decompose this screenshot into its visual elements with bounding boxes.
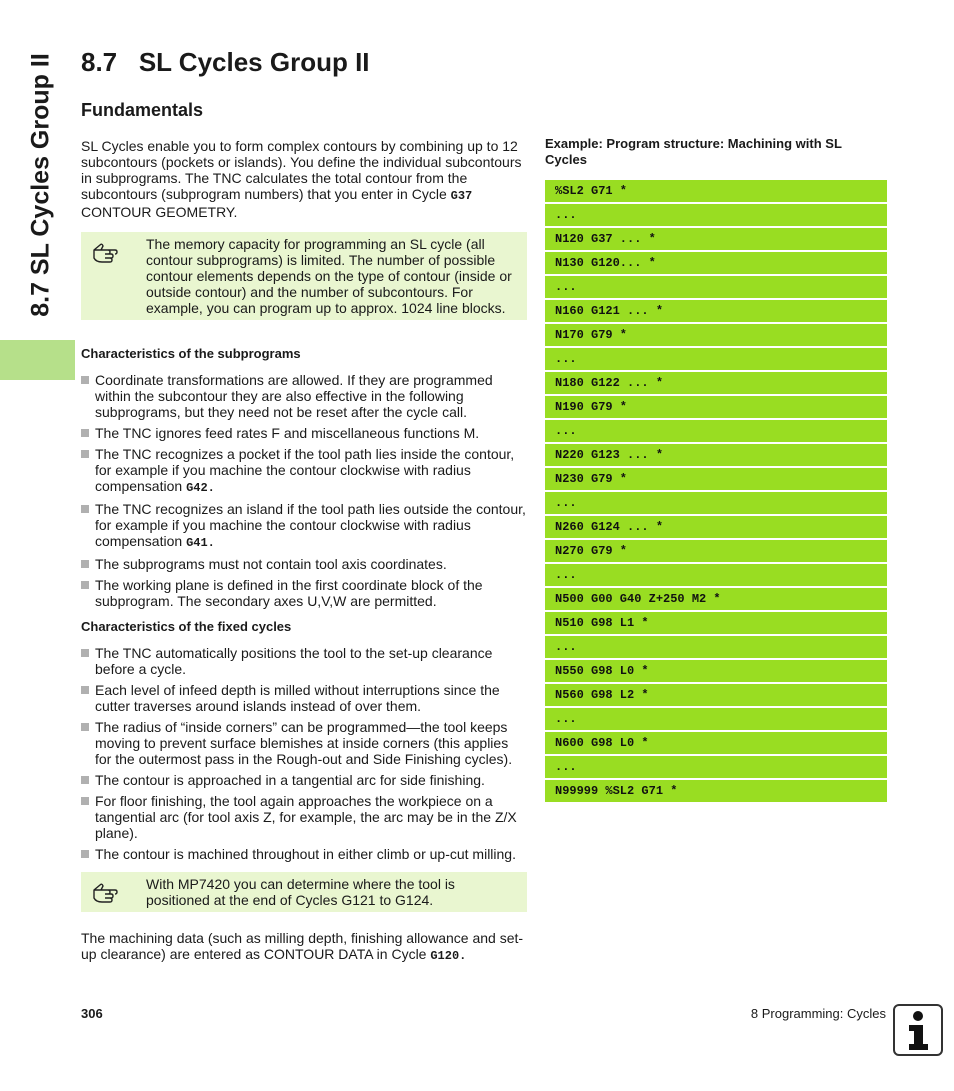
list-item: The TNC recognizes an island if the tool path lies outside the contour, for example if you machine the contour clockwise with radius compensation G41.: [81, 501, 527, 551]
pointing-hand-icon: [91, 236, 146, 316]
code-line: ...: [545, 204, 887, 226]
list-item: The contour is approached in a tangential arc for side finishing.: [81, 772, 527, 788]
intro-paragraph: SL Cycles enable you to form complex contours by combining up to 12 subcontours (pockets or islands). You define the individual subcontours in subprograms. The TNC calculates the total contour from the subcontours (subprogram numbers) that you enter in Cycle G37 CONTOUR GEOMETRY.: [81, 138, 522, 220]
code-line: N230 G79 *: [545, 468, 887, 490]
example-title: Example: Program structure: Machining with SL Cycles: [545, 136, 842, 167]
code-line: N260 G124 ... *: [545, 516, 887, 538]
subprograms-heading: Characteristics of the subprograms: [81, 346, 301, 361]
left-column: [81, 138, 527, 964]
page-title: 8.7 SL Cycles Group II: [81, 47, 370, 77]
section-heading: Fundamentals: [81, 100, 204, 120]
code-line: N220 G123 ... *: [545, 444, 887, 466]
list-item: The contour is machined throughout in either climb or up-cut milling.: [81, 846, 527, 862]
code-line: N170 G79 *: [545, 324, 887, 346]
code-line: ...: [545, 708, 887, 730]
code-line: N600 G98 L0 *: [545, 732, 887, 754]
list-item: The TNC recognizes a pocket if the tool path lies inside the contour, for example if you machine the contour clockwise with radius compensation G42.: [81, 446, 527, 496]
code-line: ...: [545, 420, 887, 442]
code-line: N560 G98 L2 *: [545, 684, 887, 706]
memory-note: [81, 232, 527, 320]
mp7420-note: [81, 872, 527, 912]
list-item: The subprograms must not contain tool axis coordinates.: [81, 556, 527, 572]
side-title-text: 8.7 SL Cycles Group II: [26, 53, 55, 317]
pointing-hand-icon: [91, 876, 146, 908]
list-item: The working plane is defined in the first coordinate block of the subprogram. The secondary axes U,V,W are permitted.: [81, 577, 527, 609]
code-line: N99999 %SL2 G71 *: [545, 780, 887, 802]
code-line: %SL2 G71 *: [545, 180, 887, 202]
code-line: N500 G00 G40 Z+250 M2 *: [545, 588, 887, 610]
list-item: Each level of infeed depth is milled without interruptions since the cutter traverses around islands instead of over them.: [81, 682, 527, 714]
program-listing: [545, 180, 887, 804]
code-line: N130 G120... *: [545, 252, 887, 274]
side-chapter-title: [15, 40, 67, 330]
chapter-footer: 8 Programming: Cycles: [750, 1006, 886, 1021]
chapter-tab: [0, 340, 75, 380]
list-item: Coordinate transformations are allowed. If they are programmed within the subcontour they are also effective in the following subprograms, but they need not be reset after the cycle call.: [81, 372, 527, 420]
code-line: ...: [545, 348, 887, 370]
code-line: N190 G79 *: [545, 396, 887, 418]
fixed-cycles-heading: Characteristics of the fixed cycles: [81, 619, 292, 634]
page-number: 306: [81, 1006, 103, 1021]
code-line: N120 G37 ... *: [545, 228, 887, 250]
outro-paragraph: The machining data (such as milling depth, finishing allowance and set-up clearance) are entered as CONTOUR DATA in Cycle G120.: [81, 930, 524, 963]
code-line: N270 G79 *: [545, 540, 887, 562]
code-line: ...: [545, 756, 887, 778]
code-line: N510 G98 L1 *: [545, 612, 887, 634]
code-line: ...: [545, 636, 887, 658]
code-line: N160 G121 ... *: [545, 300, 887, 322]
subprograms-list: [81, 372, 527, 609]
list-item: The radius of “inside corners” can be programmed—the tool keeps moving to prevent surface blemishes at inside corners (this applies for the outermost pass in the Rough-out and Side Finishing cycles).: [81, 719, 527, 767]
list-item: For floor finishing, the tool again approaches the workpiece on a tangential arc (for tool axis Z, for example, the arc may be in the Z/X plane).: [81, 793, 527, 841]
mp7420-note-text: With MP7420 you can determine where the tool is positioned at the end of Cycles G121 to G124.: [146, 876, 455, 908]
list-item: The TNC automatically positions the tool to the set-up clearance before a cycle.: [81, 645, 527, 677]
list-item: The TNC ignores feed rates F and miscellaneous functions M.: [81, 425, 527, 441]
code-line: N180 G122 ... *: [545, 372, 887, 394]
code-line: N550 G98 L0 *: [545, 660, 887, 682]
info-icon: [893, 1004, 943, 1056]
memory-note-text: The memory capacity for programming an SL cycle (all contour subprograms) is limited. The number of possible contour elements depends on the type of contour (inside or outside contour) and the number of subcontours. For example, you can program up to approx. 1024 line blocks.: [146, 236, 512, 316]
code-line: ...: [545, 276, 887, 298]
fixed-cycles-list: [81, 645, 527, 862]
code-line: ...: [545, 492, 887, 514]
code-line: ...: [545, 564, 887, 586]
